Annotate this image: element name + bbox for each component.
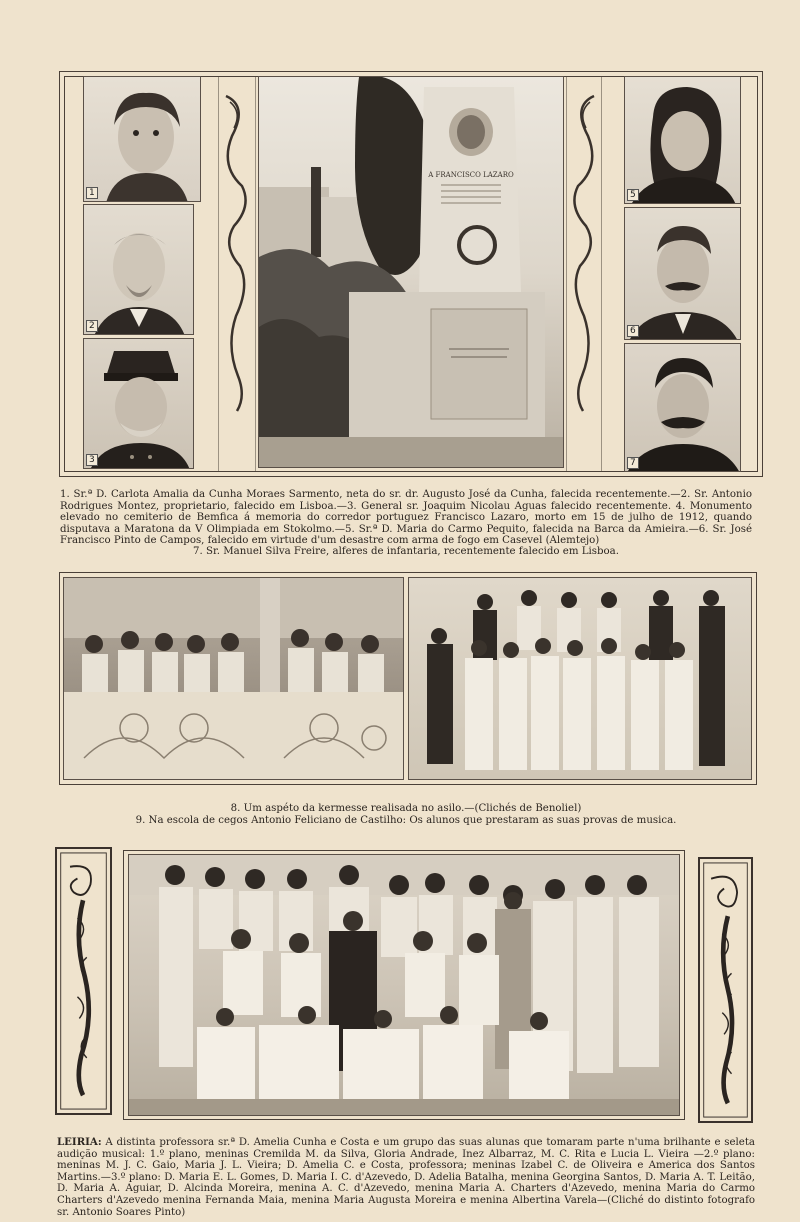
monument-photo [258, 76, 564, 468]
portrait-photo-6 [624, 207, 741, 340]
leiria-group-photo [128, 854, 680, 1116]
portrait-number: 3 [86, 454, 98, 466]
ornament-panel-right [698, 857, 753, 1123]
portrait-photo-5 [624, 76, 741, 204]
portrait-photo-2 [83, 204, 194, 335]
middle-caption-line-8 [60, 803, 752, 815]
top-caption-main [60, 489, 752, 547]
portrait-number: 2 [86, 320, 98, 332]
portrait-number: 6 [627, 325, 639, 337]
bottom-caption-lead: LEIRIA: [57, 1136, 102, 1148]
kermesse-photo [63, 577, 404, 780]
top-caption-text: 7. Sr. Manuel Silva Freire, alferes de infantaria, recentemente falecido em Lisboa. [193, 546, 619, 557]
middle-caption-text: 9. Na escola de cegos Antonio Feliciano de Castilho: Os alunos que prestaram as suas provas de musica. [135, 815, 677, 826]
top-caption-text: 1. Sr.ª D. Carlota Amalia da Cunha Moraes Sarmento, neta do sr. dr. Augusto José da Cunha, falecida recentemente.—2. Sr. Antonio Rodrigues Montez, proprietario, falecido em Lisboa.—3. General sr. Joaquim Nicolau Aguas falecido recentemente. 4. Monumento elevado no cemiterio de Bemfica á memoria do corredor portuguez Francisco Lazaro, morto em 15 de julho de 1912, quando disputava a Maratona da V Olimpiada em Stokolmo.—5. Sr.ª D. Maria do Carmo Pequito, falecida na Barca da Amieira.—6. Sr. José Francisco Pinto de Campos, falecido em virtude d'um desastre com arma de fogo em Casevel (Alemtejo) [60, 489, 752, 547]
ornament-strip-right [566, 76, 602, 472]
bottom-caption [57, 1137, 755, 1218]
blind-school-photo [408, 577, 752, 780]
bottom-caption-text: A distinta professora sr.ª D. Amelia Cunha e Costa e um grupo das suas alunas que tomaram parte n'uma brilhante e seleta audição musical: 1.º plano, meninas Cremilda M. da Silva, Gloria Andrade, Inez Albarraz, M. C. Rita e Lucia L. Vieira —2.º plano: meninas M. J. C. Gaio, Maria J. L. Vieira; D. Amelia C. e Costa, professora; meninas Izabel C. de Oliveira e America dos Santos Martins.—3.º plano: D. Maria E. L. Gomes, D. Maria I. C. d'Azevedo, D. Adelia Batalha, menina Georgina Santos, D. Maria A. T. Leitão, D. Maria A. Aguiar, D. Alcinda Moreira, menina A. C. d'Azevedo, menina Maria A. Charters d'Azevedo, menina Maria do Carmo Charters d'Azevedo menina Fernanda Maia, menina Maria Augusta Moreira e menina Albertina Varela—(Cliché do distinto fotografo sr. Antonio Soares Pinto) [57, 1137, 755, 1218]
portrait-number: 5 [627, 189, 639, 201]
portrait-photo-1 [83, 76, 201, 202]
middle-caption-text: 8. Um aspéto da kermesse realisada no asilo.—(Clichés de Benoliel) [230, 803, 582, 814]
middle-caption-line-9 [60, 815, 752, 827]
portrait-photo-3 [83, 338, 194, 469]
monument-inscription: A FRANCISCO LAZARO [428, 171, 514, 179]
portrait-number: 1 [86, 187, 98, 199]
ornament-panel-left [55, 847, 112, 1115]
portrait-number: 7 [627, 457, 639, 469]
top-caption-last [60, 546, 752, 558]
ornament-strip-left [218, 76, 256, 472]
portrait-photo-7 [624, 343, 741, 472]
